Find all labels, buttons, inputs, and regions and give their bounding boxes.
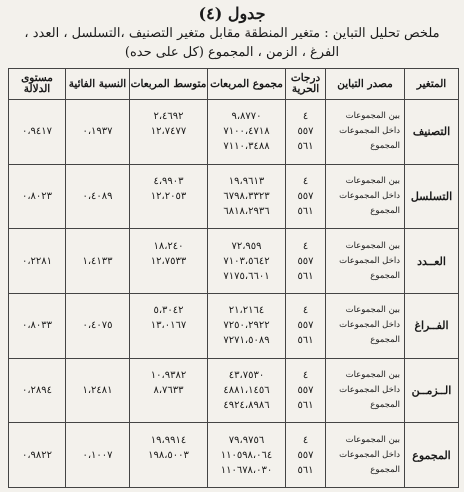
ss-cell (208, 229, 286, 294)
df-within: ٥٥٧ (297, 190, 314, 202)
ms-cell (130, 100, 208, 165)
ms-within: ١٢،٢٠٥٣ (150, 190, 187, 202)
f-ratio: ٠،١٠٠٧ (66, 423, 130, 488)
f-ratio: ٠،٤٠٧٥ (66, 293, 130, 358)
ms-within: ١٢،٧٤٧٧ (150, 126, 187, 138)
df-between: ٤ (302, 111, 309, 123)
ss-between: ١٩،٩٦١٣ (228, 175, 265, 187)
df-cell (286, 164, 326, 229)
ss-cell (208, 293, 286, 358)
ss-between: ٩،٨٧٧٠ (231, 111, 262, 123)
source-between: بين المجموعات (345, 434, 400, 445)
df-within: ٥٥٧ (297, 384, 314, 396)
source-cell (326, 293, 405, 358)
source-total: المجموع (370, 464, 400, 475)
source-within: داخل المجموعات (339, 255, 400, 266)
df-total: ٥٦١ (297, 205, 314, 217)
ss-total: ٧٢٧١،٥٠٨٩ (223, 335, 270, 347)
variable-name: العــدد (405, 229, 459, 294)
df-cell (286, 358, 326, 423)
ss-between: ٤٣،٧٥٣٠ (228, 369, 265, 381)
ss-between: ٧٩،٩٧٥٦ (228, 434, 265, 446)
header-ms: متوسط المربعات (130, 69, 208, 100)
df-cell (286, 423, 326, 488)
header-sig: مستوى الدلالة (9, 69, 66, 100)
significance-level: ٠،٢٢٨١ (9, 229, 66, 294)
df-cell (286, 100, 326, 165)
ss-within: ٧١٠٣،٥٦٤٢ (223, 255, 270, 267)
source-between: بين المجموعات (345, 240, 400, 251)
source-total: المجموع (370, 205, 400, 216)
f-ratio: ١،٤١٣٣ (66, 229, 130, 294)
source-cell (326, 358, 405, 423)
source-cell (326, 100, 405, 165)
ss-total: ٤٩٢٤،٨٩٨٦ (223, 399, 270, 411)
variable-name: التسلسل (405, 164, 459, 229)
table-title: جدول (٤) (198, 4, 266, 23)
ss-total: ٦٨١٨،٢٩٣٦ (223, 205, 270, 217)
source-within: داخل المجموعات (339, 449, 400, 460)
ms-cell (130, 164, 208, 229)
ss-cell (208, 358, 286, 423)
ss-between: ٢١،٢١٦٤ (228, 305, 265, 317)
variable-name: الفــراغ (405, 293, 459, 358)
f-ratio: ١،٢٤٨١ (66, 358, 130, 423)
ms-between: ٥،٣٠٤٢ (153, 305, 184, 317)
ms-within: ١٩٨،٥٠٠٣ (148, 449, 189, 461)
df-between: ٤ (302, 305, 309, 317)
table-caption: ملخص تحليل التباين : متغير المنطقة مقابل متغير التصنيف ،التسلسل ، العدد ، الفرغ ، الزمن ، المجموع (كل على حده) (24, 26, 440, 60)
ss-within: ٦٧٩٨،٣٣٢٣ (223, 190, 270, 202)
ms-cell (130, 293, 208, 358)
header-f: النسبة الفائية (66, 69, 130, 100)
header-source: مصدر التباين (326, 69, 405, 100)
ss-within: ١١٠٥٩٨،٠٦٤ (220, 449, 273, 461)
ss-within: ٧٢٥٠،٢٩٢٢ (223, 320, 270, 332)
significance-level: ٠،٨٠٢٣ (9, 164, 66, 229)
anova-table (8, 68, 459, 488)
table-row (9, 423, 459, 488)
df-between: ٤ (302, 175, 309, 187)
significance-level: ٠،٨٠٣٣ (9, 293, 66, 358)
source-cell (326, 423, 405, 488)
df-between: ٤ (302, 369, 309, 381)
ms-between: ٤،٩٩٠٣ (153, 175, 184, 187)
f-ratio: ٠،٤٠٨٩ (66, 164, 130, 229)
source-between: بين المجموعات (345, 175, 400, 186)
df-total: ٥٦١ (297, 335, 314, 347)
source-between: بين المجموعات (345, 111, 400, 122)
df-within: ٥٥٧ (297, 126, 314, 138)
ms-within: ١٢،٧٥٣٣ (150, 255, 187, 267)
significance-level: ٠،٢٨٩٤ (9, 358, 66, 423)
df-within: ٥٥٧ (297, 320, 314, 332)
source-total: المجموع (370, 399, 400, 410)
header-df: درجات الحرية (286, 69, 326, 100)
df-cell (286, 229, 326, 294)
source-cell (326, 229, 405, 294)
source-total: المجموع (370, 270, 400, 281)
significance-level: ٠،٩٤١٧ (9, 100, 66, 165)
df-within: ٥٥٧ (297, 255, 314, 267)
ms-within: ٨،٧٦٣٣ (153, 384, 184, 396)
ss-total: ٧١١٠،٣٤٨٨ (223, 141, 270, 153)
header-row (9, 69, 459, 100)
df-total: ٥٦١ (297, 464, 314, 476)
table-row (9, 293, 459, 358)
ss-cell (208, 100, 286, 165)
source-cell (326, 164, 405, 229)
f-ratio: ٠،١٩٣٧ (66, 100, 130, 165)
ss-total: ٧١٧٥،٦٦٠١ (223, 270, 270, 282)
table-row (9, 358, 459, 423)
ms-between: ١٠،٩٣٨٢ (150, 369, 187, 381)
variable-name: التصنيف (405, 100, 459, 165)
df-within: ٥٥٧ (297, 449, 314, 461)
df-total: ٥٦١ (297, 270, 314, 282)
header-variable: المتغير (405, 69, 459, 100)
ss-between: ٧٢،٩٥٩ (231, 240, 262, 252)
source-within: داخل المجموعات (339, 190, 400, 201)
ss-cell (208, 423, 286, 488)
ms-within: ١٣،٠١٦٧ (150, 320, 187, 332)
ms-cell (130, 358, 208, 423)
source-total: المجموع (370, 335, 400, 346)
ms-cell (130, 423, 208, 488)
ms-between: ١٨،٢٤٠ (153, 240, 184, 252)
source-within: داخل المجموعات (339, 320, 400, 331)
source-between: بين المجموعات (345, 369, 400, 380)
ss-cell (208, 164, 286, 229)
ss-within: ٤٨٨١،١٤٥٦ (223, 384, 270, 396)
ss-total: ١١٠٦٧٨،٠٣٠ (220, 464, 273, 476)
df-between: ٤ (302, 434, 309, 446)
variable-name: الــزمــن (405, 358, 459, 423)
df-total: ٥٦١ (297, 399, 314, 411)
table-row (9, 164, 459, 229)
source-within: داخل المجموعات (339, 126, 400, 137)
variable-name: المجموع (405, 423, 459, 488)
ss-within: ٧١٠٠،٤٧١٨ (223, 126, 270, 138)
df-cell (286, 293, 326, 358)
source-between: بين المجموعات (345, 305, 400, 316)
source-total: المجموع (370, 141, 400, 152)
table-row (9, 100, 459, 165)
ms-cell (130, 229, 208, 294)
df-between: ٤ (302, 240, 309, 252)
ms-between: ٢،٤٦٩٢ (153, 111, 184, 123)
source-within: داخل المجموعات (339, 384, 400, 395)
header-ss: مجموع المربعات (208, 69, 286, 100)
df-total: ٥٦١ (297, 141, 314, 153)
table-row (9, 229, 459, 294)
significance-level: ٠،٩٨٢٢ (9, 423, 66, 488)
ms-between: ١٩،٩٩١٤ (150, 434, 187, 446)
